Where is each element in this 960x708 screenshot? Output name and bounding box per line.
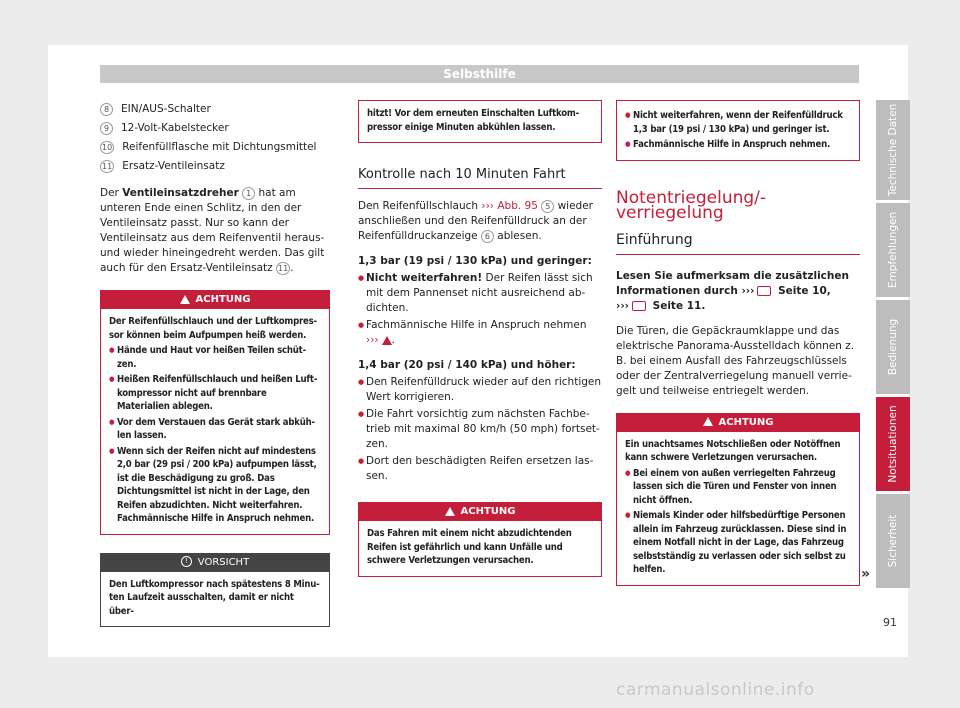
warning-title: ACHTUNG bbox=[718, 416, 774, 428]
tab-bedienung[interactable] bbox=[876, 300, 910, 394]
tab-sicherheit[interactable] bbox=[876, 494, 910, 588]
legend-item bbox=[100, 100, 330, 119]
continue-arrow-icon: » bbox=[861, 566, 871, 582]
warning-bullet: ● Bei einem von außen verriegelten Fahrzeug lassen sich die Türen und Fenster von innen nicht öffnen. bbox=[625, 467, 851, 508]
caution-box bbox=[100, 553, 330, 628]
book-icon bbox=[632, 301, 646, 311]
column-3 bbox=[616, 100, 860, 586]
ref-badge: 1 bbox=[242, 187, 255, 200]
warning-body bbox=[617, 101, 859, 160]
legend-number: 8 bbox=[100, 103, 113, 116]
caution-box-continued bbox=[358, 100, 602, 143]
legend-label: 12-Volt-Kabelstecker bbox=[121, 122, 229, 134]
warning-box bbox=[100, 290, 330, 535]
warning-bullet: ● Vor dem Verstauen das Gerät stark abkühlen lassen. bbox=[109, 416, 321, 443]
warning-triangle-icon bbox=[180, 295, 190, 304]
warning-bullet: ● Niemals Kinder oder hilfsbedürftige Personen allein im Fahrzeug zurücklassen. Diese sind in einem Notfall nicht in der Lage, das Fahrzeug selbstständig zu verlassen oder sich selbst zu helfen. bbox=[625, 509, 851, 577]
legend-label: EIN/AUS-Schalter bbox=[121, 103, 211, 115]
caution-body-continued: hitzt! Vor dem erneuten Einschalten Luftkompressor einige Minuten abkühlen lassen. bbox=[367, 108, 580, 133]
warning-triangle-icon bbox=[703, 417, 713, 426]
warning-intro: Der Reifenfüllschlauch und der Luftkompressor können beim Aufpumpen heiß werden. bbox=[109, 316, 318, 341]
legend-number: 11 bbox=[102, 162, 113, 171]
tab-notsituationen[interactable] bbox=[876, 397, 910, 491]
read-more bbox=[616, 269, 860, 314]
section-title: Kontrolle nach 10 Minuten Fahrt bbox=[358, 167, 602, 189]
caution-body: Den Luftkompressor nach spätestens 8 Minuten Laufzeit ausschalten, damit er nicht über- bbox=[109, 578, 320, 617]
warning-title: ACHTUNG bbox=[195, 294, 251, 305]
info-icon: ! bbox=[181, 556, 192, 567]
warning-bullet: ● Wenn sich der Reifen nicht auf mindestens 2,0 bar (29 psi / 200 kPa) aufpumpen lässt, ist die Beschädigung zu groß. Das Dichtungsmittel ist nicht in der Lage, den Reifen abzudichten. Nicht weiterfahren. Fachmännische Hilfe in Anspruch nehmen. bbox=[109, 445, 321, 526]
watermark: carmanualsonline.info bbox=[616, 680, 815, 700]
section-title: Einführung bbox=[616, 233, 860, 255]
warning-header bbox=[617, 414, 859, 432]
tab-empfehlungen[interactable] bbox=[876, 203, 910, 297]
term: Ventileinsatzdreher bbox=[122, 187, 239, 199]
case-bullet: ● Den Reifenfülldruck wieder auf den richtigen Wert korrigieren. bbox=[358, 375, 602, 405]
ref-badge: 6 bbox=[481, 230, 494, 243]
tab-label: Bedienung bbox=[887, 318, 899, 376]
warning-bullet: ● Nicht weiterfahren, wenn der Reifenfülldruck 1,3 bar (19 psi / 130 kPa) und geringer ist. bbox=[625, 109, 851, 136]
legend-label: Reifenfüllflasche mit Dichtungsmittel bbox=[122, 141, 317, 153]
text: . bbox=[290, 262, 294, 274]
chapter-title: Notentriegelung/-verriegelung bbox=[616, 187, 767, 223]
text: hat am unteren Ende einen Schlitz, in den der Ventileinsatz passt. Nur so kann der Ventileinsatz aus dem Reifenventil heraus- und wieder hineingedreht werden. Das gilt auch für den Ersatz-Ventileinsatz bbox=[100, 187, 325, 274]
page-number: 91 bbox=[883, 616, 897, 629]
text: Der Reifen lässt sich mit dem Pannenset nicht ausreichend abdichten. bbox=[366, 272, 593, 314]
column-1 bbox=[100, 100, 330, 627]
warning-header bbox=[359, 503, 601, 521]
check-intro bbox=[358, 199, 602, 244]
case-bullet: ● Dort den beschädigten Reifen ersetzen lassen. bbox=[358, 454, 602, 484]
emphasis: Nicht weiterfahren! bbox=[366, 272, 483, 284]
warning-link[interactable]: ››› bbox=[366, 334, 379, 346]
body-paragraph: Die Türen, die Gepäckraumklappe und das elektrische Panorama-Ausstelldach können z. B. bei einem Ausfall des Fahrzeugschlüssels oder der Zentralverriegelung manuell verriegelt und teilweise entriegelt werden. bbox=[616, 324, 855, 397]
page-link[interactable]: Seite 11. bbox=[648, 299, 706, 312]
tab-label: Empfehlungen bbox=[887, 211, 899, 289]
text: Fachmännische Hilfe in Anspruch nehmen bbox=[366, 319, 587, 331]
warning-triangle-icon bbox=[445, 507, 455, 516]
warning-intro: Ein unachtsames Notschließen oder Notöffnen kann schwere Verletzungen verursachen. bbox=[625, 438, 841, 463]
warning-title: ACHTUNG bbox=[460, 506, 516, 517]
text: ablesen. bbox=[493, 230, 542, 242]
warning-body bbox=[617, 432, 859, 585]
warning-triangle-icon bbox=[382, 336, 392, 345]
tab-technische-daten[interactable] bbox=[876, 100, 910, 200]
warning-bullet: ● Fachmännische Hilfe in Anspruch nehmen. bbox=[625, 138, 851, 152]
case-bullet: ● Fachmännische Hilfe in Anspruch nehmen ››› . bbox=[358, 318, 602, 348]
case-heading: 1,4 bar (20 psi / 140 kPa) und höher: bbox=[358, 359, 576, 371]
legend-item bbox=[100, 138, 330, 157]
text: Den Reifenfüllschlauch bbox=[358, 200, 482, 212]
column-2 bbox=[358, 100, 602, 577]
warning-bullet: ● Hände und Haut vor heißen Teilen schützen. bbox=[109, 344, 321, 371]
warning-body bbox=[101, 309, 329, 534]
caution-title: VORSICHT bbox=[197, 556, 250, 568]
warning-box bbox=[616, 413, 860, 586]
valve-tool-paragraph bbox=[100, 186, 330, 276]
figure-link[interactable]: ››› Abb. 95 bbox=[481, 200, 538, 212]
ref-badge: 5 bbox=[541, 200, 554, 213]
text: ››› bbox=[616, 299, 629, 312]
legend-label: Ersatz-Ventileinsatz bbox=[122, 160, 225, 172]
legend-number: 9 bbox=[100, 122, 113, 135]
ref-badge: 11 bbox=[277, 263, 289, 273]
text: Lesen Sie aufmerksam die zusätzlichen Informationen durch ››› bbox=[616, 269, 849, 297]
page-header: Selbsthilfe bbox=[100, 65, 859, 83]
legend-item bbox=[100, 157, 330, 176]
warning-bullet: ● Heißen Reifenfüllschlauch und heißen Luftkompressor nicht auf brennbare Materialien ablegen. bbox=[109, 373, 321, 414]
caution-header bbox=[101, 554, 329, 572]
case-heading: 1,3 bar (19 psi / 130 kPa) und geringer: bbox=[358, 255, 592, 267]
case-bullet bbox=[358, 271, 602, 316]
page-link[interactable]: Seite 10, bbox=[774, 284, 831, 297]
legend-item bbox=[100, 119, 330, 138]
warning-header bbox=[101, 291, 329, 309]
warning-body: Das Fahren mit einem nicht abzudichtenden Reifen ist gefährlich und kann Unfälle und schwere Verletzungen verursachen. bbox=[367, 528, 572, 566]
side-tabs bbox=[876, 100, 910, 591]
book-icon bbox=[757, 286, 771, 296]
warning-box bbox=[358, 502, 602, 577]
tab-label: Notsituationen bbox=[887, 405, 899, 483]
legend-number: 10 bbox=[102, 143, 113, 152]
text: wieder anschließen und den Reifenfülldruck an der Reifenfülldruckanzeige bbox=[358, 200, 593, 242]
text: Der bbox=[100, 187, 123, 199]
case-bullet: ● Die Fahrt vorsichtig zum nächsten Fachbetrieb mit maximal 80 km/h (50 mph) fortsetzen. bbox=[358, 407, 602, 452]
tab-label: Technische Daten bbox=[887, 103, 899, 197]
warning-box-continued bbox=[616, 100, 860, 161]
tab-label: Sicherheit bbox=[887, 514, 899, 568]
